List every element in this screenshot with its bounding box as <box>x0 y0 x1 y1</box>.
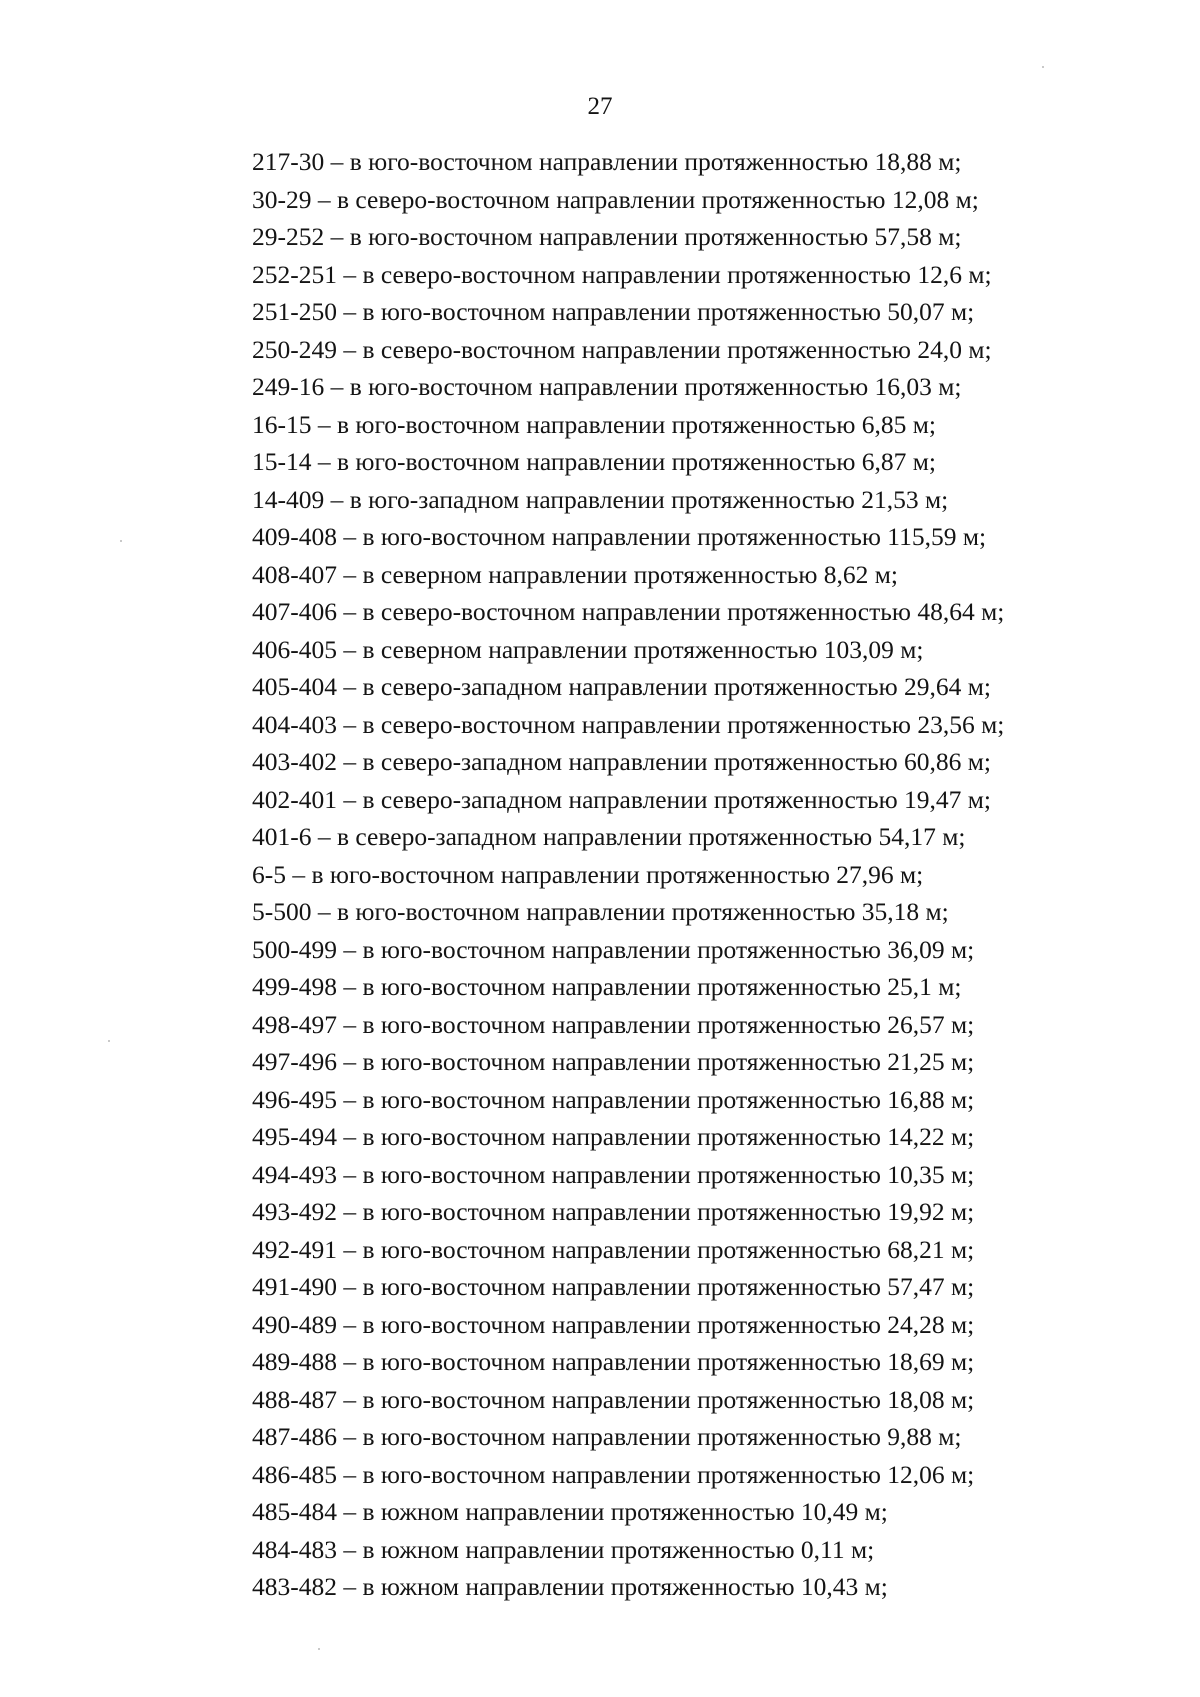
boundary-line: 491-490 – в юго-восточном направлении протяженностью 57,47 м; <box>252 1272 975 1301</box>
boundary-line: 217-30 – в юго-восточном направлении протяженностью 18,88 м; <box>252 147 962 176</box>
boundary-line: 251-250 – в юго-восточном направлении протяженностью 50,07 м; <box>252 297 975 326</box>
boundary-line: 403-402 – в северо-западном направлении протяженностью 60,86 м; <box>252 747 991 776</box>
boundary-line: 499-498 – в юго-восточном направлении протяженностью 25,1 м; <box>252 972 962 1001</box>
boundary-line: 405-404 – в северо-западном направлении протяженностью 29,64 м; <box>252 672 991 701</box>
boundary-line: 486-485 – в юго-восточном направлении протяженностью 12,06 м; <box>252 1459 975 1489</box>
boundary-line: 6-5 – в юго-восточном направлении протяженностью 27,96 м; <box>252 859 924 889</box>
boundary-line: 497-496 – в юго-восточном направлении протяженностью 21,25 м; <box>252 1047 975 1076</box>
scan-speck <box>108 1040 110 1042</box>
scan-speck <box>318 1648 320 1650</box>
boundary-line: 492-491 – в юго-восточном направлении протяженностью 68,21 м; <box>252 1234 975 1264</box>
boundary-line: 404-403 – в северо-восточном направлении протяженностью 23,56 м; <box>252 709 1005 739</box>
boundary-line: 16-15 – в юго-восточном направлении протяженностью 6,85 м; <box>252 409 937 439</box>
boundary-line: 15-14 – в юго-восточном направлении протяженностью 6,87 м; <box>252 447 937 476</box>
boundary-line: 30-29 – в северо-восточном направлении протяженностью 12,08 м; <box>252 184 979 214</box>
boundary-line: 493-492 – в юго-восточном направлении протяженностью 19,92 м; <box>252 1197 975 1226</box>
boundary-line: 490-489 – в юго-восточном направлении протяженностью 24,28 м; <box>252 1309 975 1339</box>
boundary-line: 29-252 – в юго-восточном направлении протяженностью 57,58 м; <box>252 222 962 251</box>
boundary-line: 407-406 – в северо-восточном направлении протяженностью 48,64 м; <box>252 597 1005 626</box>
boundary-line: 500-499 – в юго-восточном направлении протяженностью 36,09 м; <box>252 934 975 964</box>
boundary-line: 487-486 – в юго-восточном направлении протяженностью 9,88 м; <box>252 1422 962 1451</box>
boundary-line: 408-407 – в северном направлении протяженностью 8,62 м; <box>252 559 899 589</box>
boundary-line: 489-488 – в юго-восточном направлении протяженностью 18,69 м; <box>252 1347 975 1376</box>
boundary-description-list <box>252 143 1182 1606</box>
boundary-line: 14-409 – в юго-западном направлении протяженностью 21,53 м; <box>252 484 949 514</box>
boundary-line: 409-408 – в юго-восточном направлении протяженностью 115,59 м; <box>252 522 987 551</box>
boundary-line: 250-249 – в северо-восточном направлении протяженностью 24,0 м; <box>252 334 992 364</box>
boundary-line: 494-493 – в юго-восточном направлении протяженностью 10,35 м; <box>252 1159 975 1189</box>
boundary-line: 488-487 – в юго-восточном направлении протяженностью 18,08 м; <box>252 1384 975 1414</box>
page-number: 27 <box>587 93 613 120</box>
boundary-line: 401-6 – в северо-западном направлении протяженностью 54,17 м; <box>252 822 966 851</box>
boundary-line: 483-482 – в южном направлении протяженностью 10,43 м; <box>252 1572 888 1601</box>
boundary-line: 5-500 – в юго-восточном направлении протяженностью 35,18 м; <box>252 897 949 926</box>
boundary-line: 406-405 – в северном направлении протяженностью 103,09 м; <box>252 634 924 664</box>
boundary-line: 484-483 – в южном направлении протяженностью 0,11 м; <box>252 1534 875 1564</box>
boundary-line: 496-495 – в юго-восточном направлении протяженностью 16,88 м; <box>252 1084 975 1114</box>
boundary-line: 252-251 – в северо-восточном направлении протяженностью 12,6 м; <box>252 259 992 289</box>
boundary-line: 498-497 – в юго-восточном направлении протяженностью 26,57 м; <box>252 1009 975 1039</box>
scan-speck <box>120 540 122 542</box>
boundary-line: 485-484 – в южном направлении протяженностью 10,49 м; <box>252 1497 888 1526</box>
boundary-line: 402-401 – в северо-западном направлении протяженностью 19,47 м; <box>252 784 991 814</box>
boundary-line: 495-494 – в юго-восточном направлении протяженностью 14,22 м; <box>252 1122 975 1151</box>
boundary-line: 249-16 – в юго-восточном направлении протяженностью 16,03 м; <box>252 372 962 401</box>
scan-speck <box>1042 66 1044 68</box>
